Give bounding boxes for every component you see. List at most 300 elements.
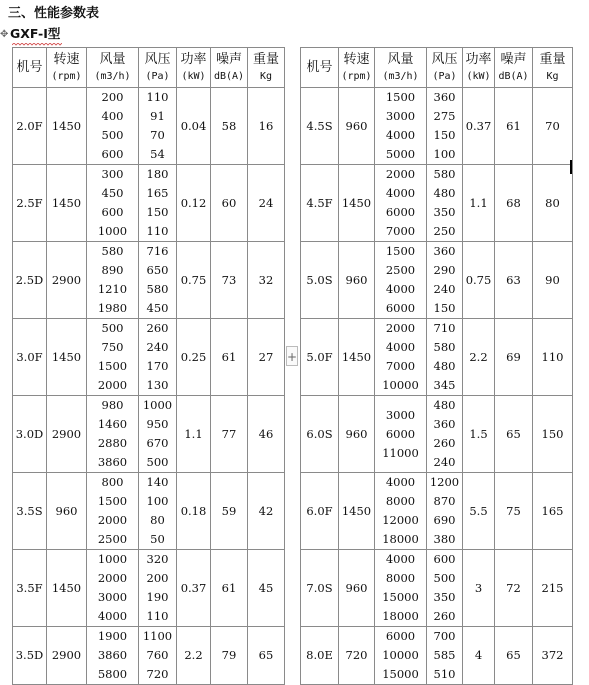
pressure-cell-value: 870	[433, 494, 456, 508]
airflow-cell-value: 1210	[97, 282, 128, 296]
pressure-cell-value: 580	[146, 282, 169, 296]
pressure-cell-value: 260	[146, 321, 169, 335]
header-name: 机号	[16, 60, 43, 75]
airflow-cell-value: 7000	[385, 359, 416, 373]
weight-cell: 65	[248, 627, 285, 685]
airflow-cell-value: 4000	[385, 282, 416, 296]
airflow-cell-value: 12000	[382, 513, 419, 527]
pressure-cell-value: 1100	[142, 629, 173, 643]
pressure-cell-value: 1200	[429, 475, 460, 489]
pressure-cell-value: 275	[433, 109, 456, 123]
pressure-cell-value: 690	[433, 513, 456, 527]
power-cell: 1.5	[463, 396, 495, 473]
header-unit: (Pa)	[145, 71, 170, 82]
airflow-cell	[87, 165, 139, 242]
header-row	[13, 48, 285, 88]
pressure-cell-value: 710	[433, 321, 456, 335]
table-row	[301, 165, 573, 242]
header-unit: (m3/h)	[94, 71, 131, 82]
power-cell: 0.75	[463, 242, 495, 319]
header-cell	[533, 48, 573, 88]
pressure-cell-value: 260	[433, 436, 456, 450]
speed-cell: 1450	[47, 550, 87, 627]
pressure-cell-value: 380	[433, 532, 456, 546]
airflow-cell-value: 3860	[97, 455, 128, 469]
header-cell	[339, 48, 375, 88]
weight-cell: 215	[533, 550, 573, 627]
airflow-cell	[375, 627, 427, 685]
model-cell: 3.5S	[13, 473, 47, 550]
performance-table-right	[300, 47, 573, 685]
model-cell: 3.0F	[13, 319, 47, 396]
text-cursor	[570, 160, 572, 174]
header-cell	[47, 48, 87, 88]
pressure-cell-value: 580	[433, 340, 456, 354]
airflow-cell-value: 5800	[97, 667, 128, 681]
pressure-cell-value: 720	[146, 667, 169, 681]
pressure-cell-value: 360	[433, 244, 456, 258]
airflow-cell-value: 4000	[385, 552, 416, 566]
pressure-cell	[427, 242, 463, 319]
speed-cell: 2900	[47, 242, 87, 319]
header-cell	[375, 48, 427, 88]
airflow-cell-value: 1000	[97, 224, 128, 238]
header-cell	[177, 48, 211, 88]
airflow-cell-value: 15000	[382, 667, 419, 681]
airflow-cell-value: 1900	[97, 629, 128, 643]
power-cell: 0.75	[177, 242, 211, 319]
header-name: 风压	[144, 52, 171, 67]
airflow-cell	[87, 473, 139, 550]
model-cell: 4.5F	[301, 165, 339, 242]
speed-cell: 1450	[339, 319, 375, 396]
airflow-cell-value: 8000	[385, 494, 416, 508]
noise-cell: 77	[211, 396, 248, 473]
header-name: 功率	[465, 52, 492, 67]
power-cell: 1.1	[463, 165, 495, 242]
airflow-cell-value: 1500	[385, 90, 416, 104]
airflow-cell-value: 450	[101, 186, 124, 200]
weight-cell: 45	[248, 550, 285, 627]
table-row	[13, 473, 285, 550]
table-row	[301, 242, 573, 319]
airflow-cell	[375, 550, 427, 627]
airflow-cell-value: 6000	[385, 629, 416, 643]
header-cell	[463, 48, 495, 88]
header-cell	[87, 48, 139, 88]
airflow-cell-value: 1980	[97, 301, 128, 315]
header-name: 噪声	[500, 52, 527, 67]
airflow-cell-value: 2880	[97, 436, 128, 450]
model-cell: 6.0S	[301, 396, 339, 473]
power-cell: 0.37	[463, 88, 495, 165]
airflow-cell	[87, 88, 139, 165]
pressure-cell-value: 510	[433, 667, 456, 681]
pressure-cell-value: 480	[433, 186, 456, 200]
weight-cell: 27	[248, 319, 285, 396]
airflow-cell	[87, 242, 139, 319]
pressure-cell	[139, 550, 177, 627]
table-row	[13, 242, 285, 319]
power-cell: 0.12	[177, 165, 211, 242]
pressure-cell-value: 180	[146, 167, 169, 181]
airflow-cell-value: 5000	[385, 147, 416, 161]
airflow-cell-value: 18000	[382, 609, 419, 623]
table-row	[301, 550, 573, 627]
header-cell	[301, 48, 339, 88]
airflow-cell-value: 2500	[97, 532, 128, 546]
airflow-cell-value: 3860	[97, 648, 128, 662]
pressure-cell-value: 100	[146, 494, 169, 508]
noise-cell: 58	[211, 88, 248, 165]
airflow-cell	[87, 319, 139, 396]
pressure-cell-value: 500	[433, 571, 456, 585]
model-cell: 5.0S	[301, 242, 339, 319]
pressure-cell-value: 480	[433, 359, 456, 373]
pressure-cell-value: 716	[146, 244, 169, 258]
airflow-cell-value: 500	[101, 128, 124, 142]
pressure-cell	[427, 627, 463, 685]
pressure-cell-value: 190	[146, 590, 169, 604]
airflow-cell-value: 890	[101, 263, 124, 277]
airflow-cell	[375, 473, 427, 550]
weight-cell: 110	[533, 319, 573, 396]
pressure-cell-value: 700	[433, 629, 456, 643]
airflow-cell	[375, 88, 427, 165]
pressure-cell-value: 360	[433, 417, 456, 431]
airflow-cell-value: 2000	[97, 571, 128, 585]
header-name: 风压	[431, 52, 458, 67]
model-cell: 2.5D	[13, 242, 47, 319]
noise-cell: 72	[495, 550, 533, 627]
pressure-cell-value: 150	[433, 301, 456, 315]
model-cell: 7.0S	[301, 550, 339, 627]
weight-cell: 32	[248, 242, 285, 319]
header-unit: (kW)	[181, 71, 206, 82]
airflow-cell-value: 2500	[385, 263, 416, 277]
pressure-cell-value: 950	[146, 417, 169, 431]
pressure-cell	[427, 550, 463, 627]
speed-cell: 1450	[47, 319, 87, 396]
airflow-cell-value: 980	[101, 398, 124, 412]
speed-cell: 1450	[47, 88, 87, 165]
pressure-cell-value: 170	[146, 359, 169, 373]
weight-cell: 372	[533, 627, 573, 685]
table-row	[13, 396, 285, 473]
power-cell: 0.25	[177, 319, 211, 396]
table-row	[301, 396, 573, 473]
pressure-cell-value: 585	[433, 648, 456, 662]
power-cell: 4	[463, 627, 495, 685]
model-cell: 4.5S	[301, 88, 339, 165]
speed-cell: 2900	[47, 627, 87, 685]
pressure-cell	[427, 473, 463, 550]
weight-cell: 46	[248, 396, 285, 473]
pressure-cell	[139, 396, 177, 473]
speed-cell: 960	[339, 550, 375, 627]
pressure-cell-value: 110	[146, 90, 169, 104]
header-name: 功率	[180, 52, 207, 67]
weight-cell: 80	[533, 165, 573, 242]
airflow-cell-value: 3000	[385, 407, 416, 422]
airflow-cell-value: 3000	[385, 109, 416, 123]
performance-table-left	[12, 47, 285, 685]
table-row	[13, 319, 285, 396]
model-cell: 5.0F	[301, 319, 339, 396]
noise-cell: 63	[495, 242, 533, 319]
pressure-cell-value: 760	[146, 648, 169, 662]
pressure-cell-value: 670	[146, 436, 169, 450]
airflow-cell-value: 580	[101, 244, 124, 258]
pressure-cell-value: 54	[150, 147, 165, 161]
pressure-cell-value: 1000	[142, 398, 173, 412]
noise-cell: 59	[211, 473, 248, 550]
model-cell: 3.5D	[13, 627, 47, 685]
weight-cell: 165	[533, 473, 573, 550]
airflow-cell	[87, 550, 139, 627]
pressure-cell-value: 350	[433, 590, 456, 604]
pressure-cell-value: 80	[150, 513, 165, 527]
weight-cell: 16	[248, 88, 285, 165]
power-cell: 0.37	[177, 550, 211, 627]
model-cell: 6.0F	[301, 473, 339, 550]
header-unit: Kg	[546, 71, 559, 82]
airflow-cell-value: 400	[101, 109, 124, 123]
pressure-cell-value: 130	[146, 378, 169, 392]
pressure-cell-value: 250	[433, 224, 456, 238]
airflow-cell-value: 18000	[382, 532, 419, 546]
pressure-cell	[427, 88, 463, 165]
airflow-cell	[375, 165, 427, 242]
airflow-cell-value: 2000	[97, 513, 128, 527]
pressure-cell-value: 650	[146, 263, 169, 277]
power-cell: 1.1	[177, 396, 211, 473]
spellcheck-underline	[12, 43, 62, 46]
noise-cell: 61	[211, 319, 248, 396]
header-name: 机号	[306, 60, 333, 75]
airflow-cell-value: 1000	[97, 552, 128, 566]
airflow-cell-value: 6000	[385, 205, 416, 219]
pressure-cell-value: 150	[146, 205, 169, 219]
table-row	[13, 165, 285, 242]
pressure-cell-value: 290	[433, 263, 456, 277]
noise-cell: 65	[495, 396, 533, 473]
pressure-cell	[139, 627, 177, 685]
header-unit: Kg	[259, 71, 273, 82]
power-cell: 0.04	[177, 88, 211, 165]
airflow-cell-value: 2000	[385, 167, 416, 181]
airflow-cell-value: 1500	[97, 359, 128, 373]
noise-cell: 68	[495, 165, 533, 242]
header-unit: (kW)	[466, 71, 491, 82]
pressure-cell	[139, 473, 177, 550]
airflow-cell-value: 300	[101, 167, 124, 181]
table-row	[301, 319, 573, 396]
airflow-cell-value: 1460	[97, 417, 128, 431]
weight-cell: 150	[533, 396, 573, 473]
header-cell	[427, 48, 463, 88]
airflow-cell-value: 500	[101, 321, 124, 335]
header-cell	[13, 48, 47, 88]
pressure-cell-value: 50	[150, 532, 165, 546]
model-cell: 2.5F	[13, 165, 47, 242]
header-name: 重量	[539, 52, 566, 67]
airflow-cell-value: 6000	[385, 426, 416, 441]
pressure-cell-value: 580	[433, 167, 456, 181]
table-row	[301, 473, 573, 550]
airflow-cell	[375, 396, 427, 473]
noise-cell: 79	[211, 627, 248, 685]
airflow-cell	[87, 396, 139, 473]
airflow-cell-value: 2000	[385, 321, 416, 335]
insert-column-button[interactable]: +	[286, 346, 298, 366]
power-cell: 2.2	[463, 319, 495, 396]
model-cell: 2.0F	[13, 88, 47, 165]
pressure-cell-value: 110	[146, 224, 169, 238]
header-cell	[248, 48, 285, 88]
noise-cell: 65	[495, 627, 533, 685]
pressure-cell-value: 240	[146, 340, 169, 354]
airflow-cell-value: 600	[101, 147, 124, 161]
pressure-cell-value: 100	[433, 147, 456, 161]
header-unit: dB(A)	[498, 71, 529, 82]
pressure-cell-value: 150	[433, 128, 456, 142]
model-cell: 3.0D	[13, 396, 47, 473]
pressure-cell-value: 91	[150, 109, 165, 123]
pressure-cell	[427, 165, 463, 242]
header-name: 风量	[387, 52, 414, 67]
header-name: 重量	[252, 52, 279, 67]
pressure-cell-value: 360	[433, 90, 456, 104]
pressure-cell-value: 345	[433, 378, 456, 392]
model-cell: 8.0E	[301, 627, 339, 685]
pressure-cell-value: 260	[433, 609, 456, 623]
airflow-cell-value: 1500	[385, 244, 416, 258]
pressure-cell	[427, 396, 463, 473]
speed-cell: 720	[339, 627, 375, 685]
header-name: 风量	[99, 52, 126, 67]
speed-cell: 960	[339, 242, 375, 319]
pressure-cell-value: 110	[146, 609, 169, 623]
power-cell: 0.18	[177, 473, 211, 550]
airflow-cell-value: 10000	[382, 648, 419, 662]
header-unit: (m3/h)	[382, 71, 419, 82]
header-name: 噪声	[215, 52, 242, 67]
airflow-cell-value: 600	[101, 205, 124, 219]
table-row	[13, 550, 285, 627]
speed-cell: 2900	[47, 396, 87, 473]
airflow-cell-value: 200	[101, 90, 124, 104]
airflow-cell	[87, 627, 139, 685]
noise-cell: 75	[495, 473, 533, 550]
noise-cell: 61	[495, 88, 533, 165]
pressure-cell	[139, 165, 177, 242]
table-row	[13, 627, 285, 685]
header-cell	[495, 48, 533, 88]
header-cell	[211, 48, 248, 88]
table-row	[301, 627, 573, 685]
airflow-cell-value: 750	[101, 340, 124, 354]
airflow-cell-value: 4000	[385, 475, 416, 489]
pressure-cell	[139, 242, 177, 319]
pressure-cell-value: 350	[433, 205, 456, 219]
airflow-cell-value: 11000	[382, 445, 419, 460]
table-row	[301, 88, 573, 165]
airflow-cell	[375, 319, 427, 396]
pressure-cell	[139, 88, 177, 165]
airflow-cell-value: 15000	[382, 590, 419, 604]
header-name: 转速	[53, 52, 80, 67]
airflow-cell-value: 800	[101, 475, 124, 489]
pressure-cell-value: 500	[146, 455, 169, 469]
power-cell: 3	[463, 550, 495, 627]
weight-cell: 24	[248, 165, 285, 242]
weight-cell: 90	[533, 242, 573, 319]
noise-cell: 73	[211, 242, 248, 319]
table-row	[13, 88, 285, 165]
pressure-cell-value: 450	[146, 301, 169, 315]
noise-cell: 69	[495, 319, 533, 396]
airflow-cell-value: 4000	[97, 609, 128, 623]
speed-cell: 960	[47, 473, 87, 550]
noise-cell: 61	[211, 550, 248, 627]
header-name: 转速	[343, 52, 370, 67]
header-unit: (Pa)	[432, 71, 457, 82]
airflow-cell-value: 10000	[382, 378, 419, 392]
airflow-cell-value: 4000	[385, 340, 416, 354]
pressure-cell-value: 240	[433, 455, 456, 469]
airflow-cell-value: 4000	[385, 128, 416, 142]
header-unit: (rpm)	[51, 71, 82, 82]
airflow-cell-value: 4000	[385, 186, 416, 200]
pressure-cell-value: 200	[146, 571, 169, 585]
weight-cell: 70	[533, 88, 573, 165]
header-cell	[139, 48, 177, 88]
pressure-cell-value: 320	[146, 552, 169, 566]
product-type-heading: GXF-Ⅰ型	[10, 26, 61, 41]
power-cell: 2.2	[177, 627, 211, 685]
power-cell: 5.5	[463, 473, 495, 550]
section-heading: 三、性能参数表	[8, 6, 100, 21]
pressure-cell	[139, 319, 177, 396]
speed-cell: 1450	[339, 165, 375, 242]
speed-cell: 960	[339, 88, 375, 165]
noise-cell: 60	[211, 165, 248, 242]
airflow-cell-value: 8000	[385, 571, 416, 585]
airflow-cell-value: 7000	[385, 224, 416, 238]
speed-cell: 1450	[339, 473, 375, 550]
pressure-cell-value: 70	[150, 128, 165, 142]
weight-cell: 42	[248, 473, 285, 550]
pressure-cell	[427, 319, 463, 396]
airflow-cell-value: 1500	[97, 494, 128, 508]
header-unit: (rpm)	[341, 71, 372, 82]
pressure-cell-value: 240	[433, 282, 456, 296]
speed-cell: 1450	[47, 165, 87, 242]
pressure-cell-value: 480	[433, 398, 456, 412]
header-unit: dB(A)	[213, 71, 245, 82]
pressure-cell-value: 165	[146, 186, 169, 200]
pressure-cell-value: 600	[433, 552, 456, 566]
header-row	[301, 48, 573, 88]
speed-cell: 960	[339, 396, 375, 473]
airflow-cell	[375, 242, 427, 319]
model-cell: 3.5F	[13, 550, 47, 627]
table-move-handle-icon[interactable]: ✥	[0, 29, 9, 40]
airflow-cell-value: 6000	[385, 301, 416, 315]
airflow-cell-value: 2000	[97, 378, 128, 392]
airflow-cell-value: 3000	[97, 590, 128, 604]
